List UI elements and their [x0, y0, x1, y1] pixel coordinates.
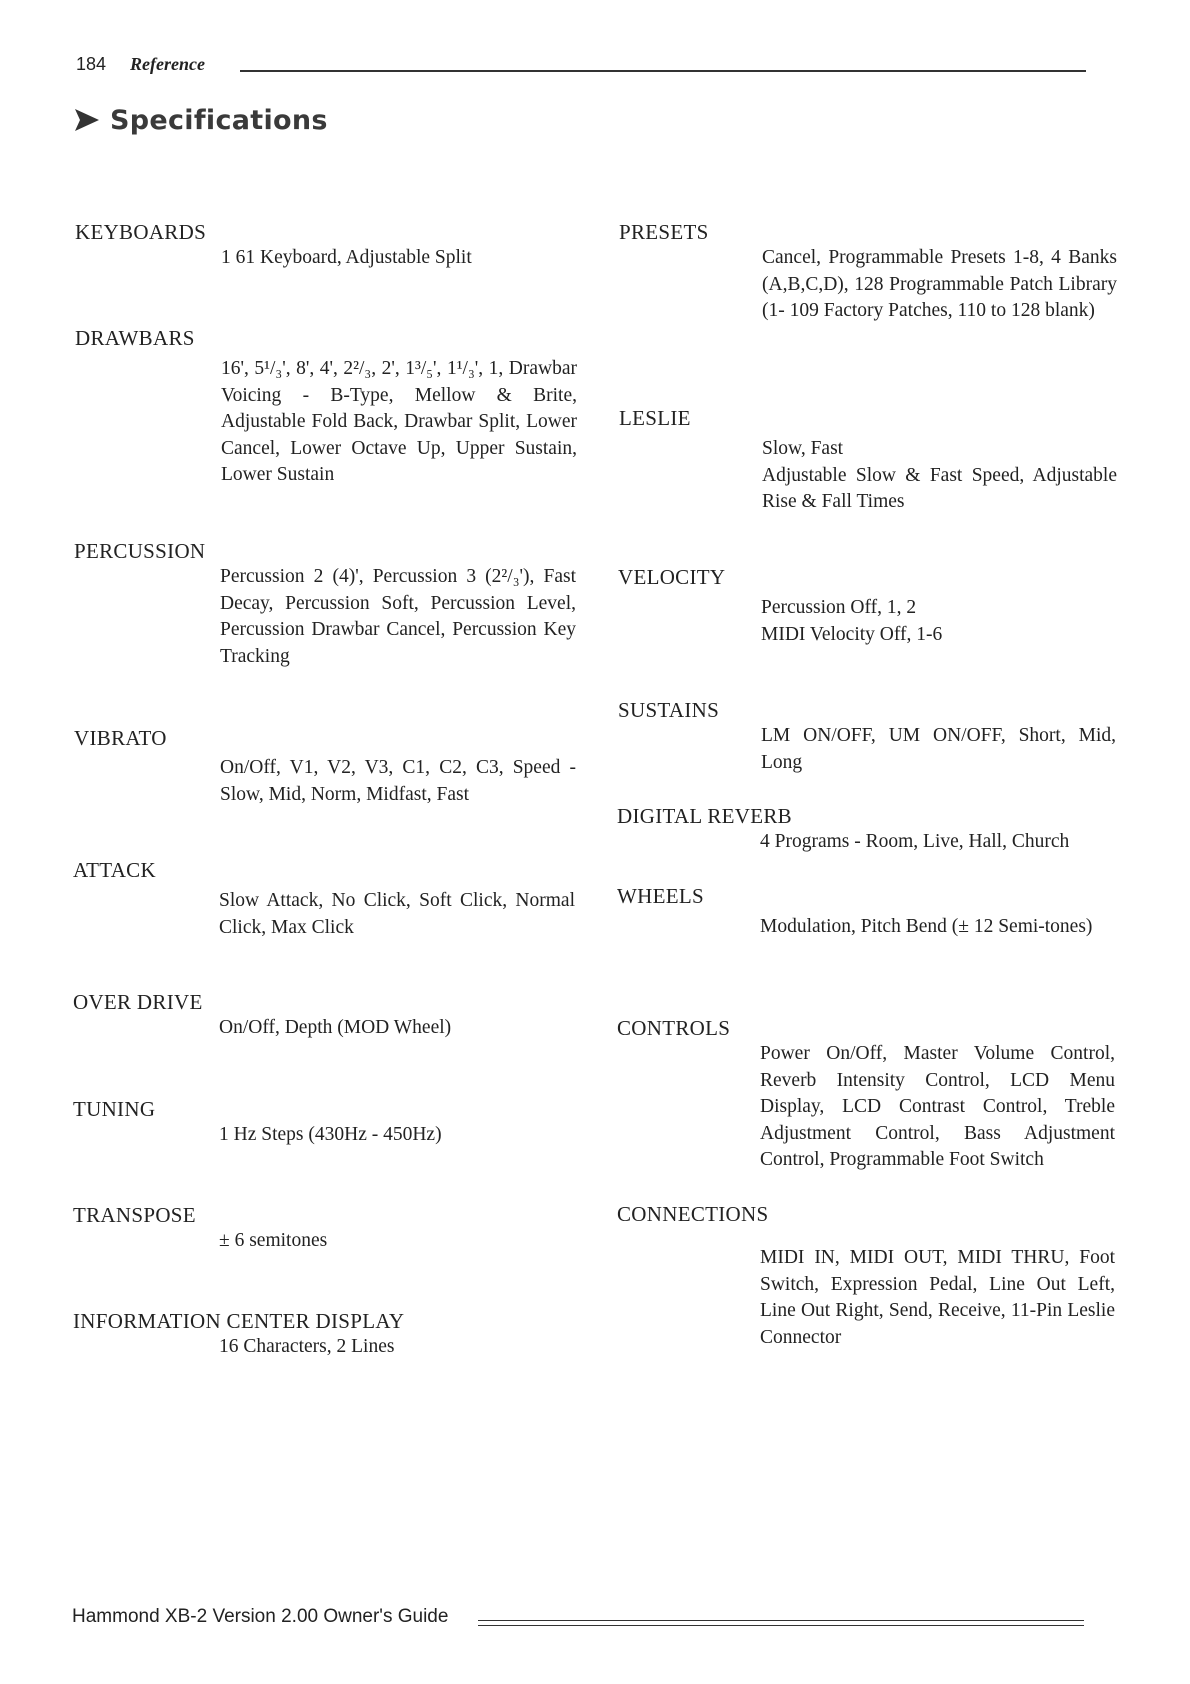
spec-title: WHEELS — [617, 884, 704, 908]
spec-digital-reverb — [617, 803, 1115, 856]
spec-controls — [617, 1015, 1115, 1174]
page-title: Specifications — [110, 104, 328, 136]
spec-over-drive — [73, 989, 575, 1042]
spec-title: CONTROLS — [617, 1016, 731, 1040]
spec-drawbars — [75, 325, 577, 489]
spec-body: On/Off, Depth (MOD Wheel) — [219, 1017, 452, 1038]
page-footer — [72, 1606, 1084, 1636]
spec-title: INFORMATION CENTER DISPLAY — [73, 1309, 405, 1333]
header-rule — [240, 70, 1086, 72]
spec-connections — [617, 1201, 1115, 1351]
spec-title: TUNING — [73, 1097, 156, 1121]
spec-title: VIBRATO — [74, 726, 167, 750]
spec-body: Slow Attack, No Click, Soft Click, Normal Click, Max Click — [219, 890, 575, 938]
spec-title: SUSTAINS — [618, 698, 720, 722]
spec-body: Power On/Off, Master Volume Control, Reverb Intensity Control, LCD Menu Display, LCD Contrast Control, Treble Adjustment Control, Bass Adjustment Control, Programmable Foot Switch — [760, 1043, 1115, 1170]
spec-presets — [619, 219, 1117, 325]
footer-title: Hammond XB-2 Version 2.00 Owner's Guide — [72, 1606, 449, 1627]
page-number: 184 — [76, 54, 107, 74]
spec-velocity — [618, 564, 1116, 648]
spec-body: 4 Programs - Room, Live, Hall, Church — [760, 831, 1070, 852]
spec-title: TRANSPOSE — [73, 1203, 196, 1227]
spec-body: 16 Characters, 2 Lines — [219, 1336, 395, 1357]
spec-body: LM ON/OFF, UM ON/OFF, Short, Mid, Long — [761, 725, 1116, 773]
spec-attack — [73, 857, 575, 941]
spec-title: KEYBOARDS — [75, 220, 207, 244]
spec-title: CONNECTIONS — [617, 1202, 769, 1226]
spec-wheels — [617, 883, 1115, 941]
page-header — [76, 52, 1086, 78]
spec-vibrato — [74, 725, 576, 808]
spec-leslie — [619, 405, 1117, 516]
spec-title: DRAWBARS — [75, 326, 195, 350]
spec-body: On/Off, V1, V2, V3, C1, C2, C3, Speed - Slow, Mid, Norm, Midfast, Fast — [220, 757, 576, 805]
spec-body: Cancel, Programmable Presets 1-8, 4 Banks (A,B,C,D), 128 Programmable Patch Library (1- 109 Factory Patches, 110 to 128 blank) — [762, 247, 1117, 321]
spec-body: 1 Hz Steps (430Hz - 450Hz) — [219, 1124, 442, 1145]
spec-title: PERCUSSION — [74, 539, 206, 563]
footer-rule — [478, 1620, 1084, 1626]
spec-title: ATTACK — [73, 858, 156, 882]
spec-title: VELOCITY — [618, 565, 726, 589]
spec-body: 16', 5¹/₃', 8', 4', 2²/₃, 2', 1³/₅', 1¹/₃', 1, Drawbar Voicing - B-Type, Mellow & Brite, Adjustable Fold Back, Drawbar Split, Lower Cancel, Lower Octave Up, Upper Sustain, Lower Sustain — [221, 358, 577, 485]
running-title: Reference — [130, 54, 205, 74]
spec-title: DIGITAL REVERB — [617, 804, 792, 828]
spec-title: PRESETS — [619, 220, 709, 244]
spec-transpose — [73, 1202, 575, 1255]
spec-percussion — [74, 538, 576, 670]
spec-sustains — [618, 697, 1116, 776]
spec-body: Modulation, Pitch Bend (± 12 Semi-tones) — [760, 916, 1093, 937]
spec-body: Percussion Off, 1, 2 MIDI Velocity Off, 1-6 — [761, 597, 943, 645]
spec-body: Slow, Fast Adjustable Slow & Fast Speed, Adjustable Rise & Fall Times — [762, 438, 1117, 512]
spec-body: 1 61 Keyboard, Adjustable Split — [221, 247, 472, 268]
arrow-bullet-icon — [74, 108, 100, 132]
spec-keyboards — [75, 219, 577, 272]
section-heading — [74, 100, 328, 140]
spec-title: OVER DRIVE — [73, 990, 203, 1014]
spec-tuning — [73, 1096, 575, 1149]
spec-title: LESLIE — [619, 406, 691, 430]
spec-information-center-display — [73, 1308, 575, 1361]
spec-body: ± 6 semitones — [219, 1230, 328, 1251]
spec-body: Percussion 2 (4)', Percussion 3 (2²/₃'), Fast Decay, Percussion Soft, Percussion Level, Percussion Drawbar Cancel, Percussion Key Tracking — [220, 566, 576, 667]
spec-body: MIDI IN, MIDI OUT, MIDI THRU, Foot Switch, Expression Pedal, Line Out Left, Line Out Right, Send, Receive, 11-Pin Leslie Connector — [760, 1247, 1115, 1348]
